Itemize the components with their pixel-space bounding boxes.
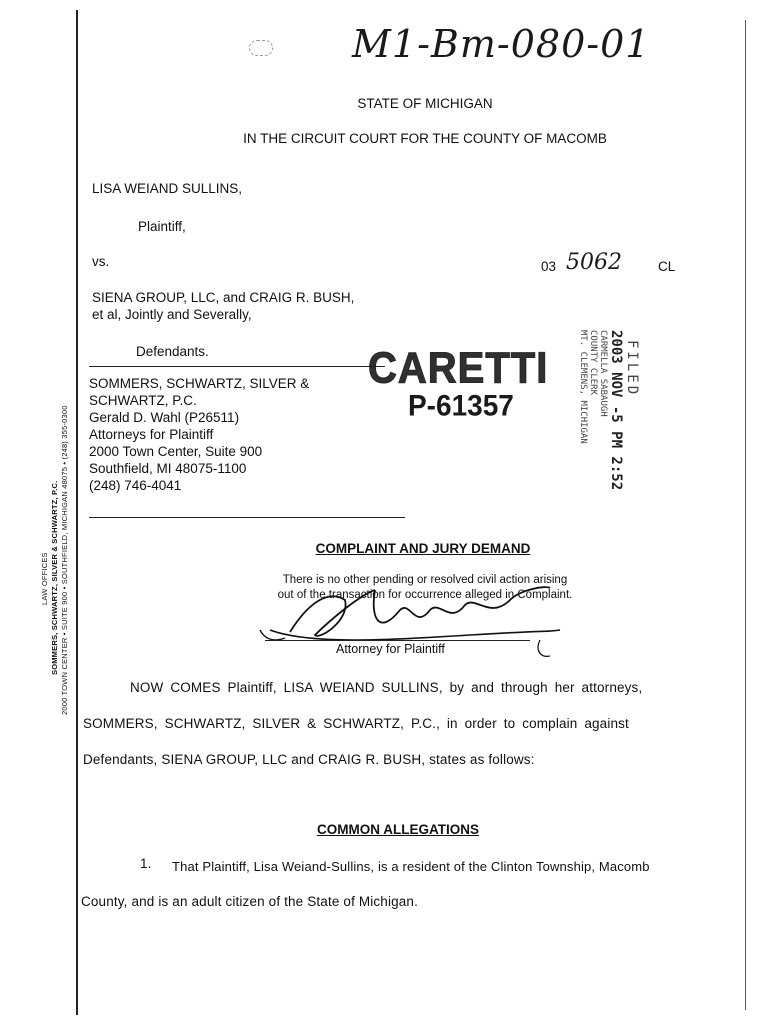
intro-line-2: SOMMERS, SCHWARTZ, SILVER & SCHWARTZ, P.C., in order to complain against — [83, 716, 629, 731]
para-1-line-2: County, and is an adult citizen of the State of Michigan. — [81, 894, 418, 909]
law-office-sidebar — [40, 405, 70, 715]
attorney-line-6: Southfield, MI 48075-1100 — [89, 461, 247, 476]
attorney-line-5: 2000 Town Center, Suite 900 — [89, 444, 263, 459]
case-prefix: 03 — [541, 259, 557, 274]
certification-line-1: There is no other pending or resolved civil action arising — [282, 574, 568, 586]
signature-caption: Attorney for Plaintiff — [336, 642, 445, 656]
court-heading: IN THE CIRCUIT COURT FOR THE COUNTY OF MACOMB — [243, 131, 607, 146]
sidebar-line-2: SOMMERS, SCHWARTZ, SILVER & SCHWARTZ, P.C. — [50, 480, 59, 675]
case-suffix: CL — [658, 259, 676, 274]
versus: vs. — [92, 254, 110, 269]
filed-label: FILED — [624, 340, 640, 398]
certification-line-2: out of the transaction for occurrence alleged in Complaint. — [277, 589, 573, 601]
intro-line-3: Defendants, SIENA GROUP, LLC and CRAIG R. BUSH, states as follows: — [83, 752, 535, 767]
filed-stamp — [578, 330, 640, 490]
plaintiff-role: Plaintiff, — [138, 219, 186, 234]
attorney-block — [89, 375, 309, 494]
attorney-line-3: Gerald D. Wahl (P26511) — [89, 410, 240, 425]
sidebar-line-3: 2000 TOWN CENTER • SUITE 900 • SOUTHFIELD, MICHIGAN 48075 • (248) 355-0300 — [60, 405, 69, 715]
handwritten-case-mark: M1-Bm-080-01 — [352, 22, 651, 66]
attorney-line-7: (248) 746-4041 — [89, 478, 182, 493]
judge-stamp-number: P-61357 — [408, 389, 514, 422]
intro-line-1: NOW COMES Plaintiff, LISA WEIAND SULLINS, by and through her attorneys, — [130, 680, 643, 695]
sidebar-line-1: LAW OFFICES — [40, 552, 49, 605]
filed-date: 2003 NOV -5 PM 2:52 — [608, 330, 624, 491]
plaintiff-name: LISA WEIAND SULLINS, — [92, 181, 243, 196]
left-margin-rule — [76, 10, 78, 1015]
caption-divider-top — [89, 366, 385, 367]
attorney-line-2: SCHWARTZ, P.C. — [89, 393, 197, 408]
clerk-line-1: CARMELLA SABAUGH — [598, 330, 608, 417]
case-number-handwritten: 5062 — [566, 250, 622, 275]
para-1-line-1: That Plaintiff, Lisa Weiand-Sullins, is a resident of the Clinton Township, Macomb — [172, 859, 650, 874]
defendants-line-2: et al, Jointly and Severally, — [92, 307, 252, 322]
defendants-role: Defendants. — [136, 344, 209, 359]
clerk-line-3: MT. CLEMENS, MICHIGAN — [578, 330, 588, 444]
caption-divider-bottom — [89, 517, 405, 518]
defendants-line-1: SIENA GROUP, LLC, and CRAIG R. BUSH, — [92, 290, 355, 305]
clerk-line-2: COUNTY CLERK — [588, 330, 598, 396]
judge-stamp-name: CARETTI — [368, 343, 549, 393]
para-1-number: 1. — [140, 856, 152, 871]
right-margin-rule — [745, 20, 746, 1010]
attorney-line-1: SOMMERS, SCHWARTZ, SILVER & — [89, 376, 310, 391]
document-title: COMPLAINT AND JURY DEMAND — [315, 541, 531, 556]
state-heading: STATE OF MICHIGAN — [357, 96, 493, 111]
attorney-line-4: Attorneys for Plaintiff — [89, 427, 214, 442]
section-heading: COMMON ALLEGATIONS — [317, 822, 479, 837]
smudge-mark — [249, 40, 273, 56]
